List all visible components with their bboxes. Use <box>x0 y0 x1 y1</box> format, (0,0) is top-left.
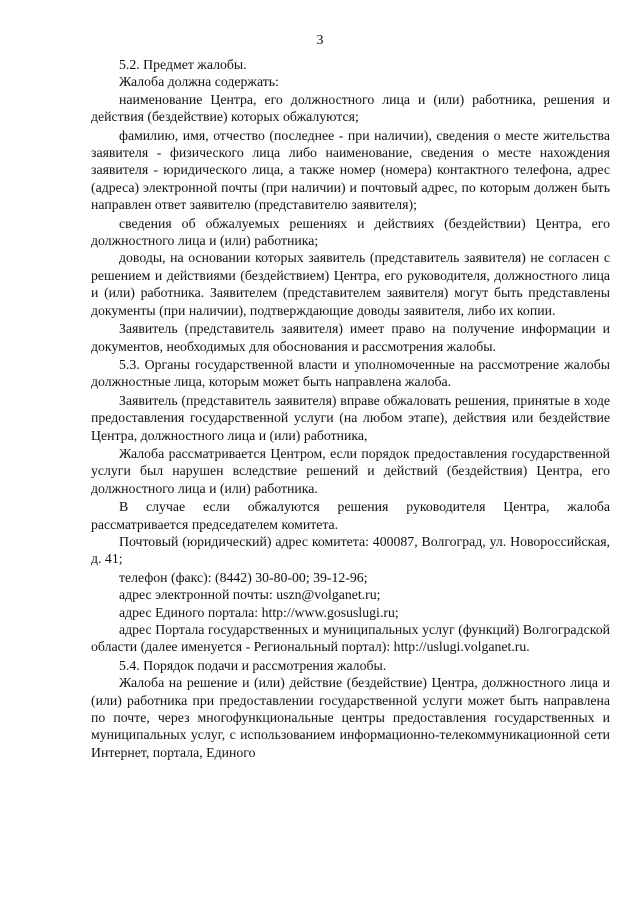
paragraph: Почтовый (юридический) адрес комитета: 400087, Волгоград, ул. Новороссийская, д. 41; <box>91 533 610 567</box>
paragraph: Заявитель (представитель заявителя) вправе обжаловать решения, принятые в ходе предоставления государственной услуги (на любом этапе), действия или бездействие Центра, должностного лица и (или) работника, <box>91 392 610 443</box>
paragraph: Заявитель (представитель заявителя) имеет право на получение информации и документов, необходимых для обоснования и рассмотрения жалобы. <box>91 321 610 354</box>
paragraph: адрес Единого портала: http://www.gosuslugi.ru; <box>119 604 399 620</box>
paragraph: адрес Портала государственных и муниципальных услуг (функций) Волгоградской области (далее именуется - Региональный портал): http://uslugi.volganet.ru. <box>91 622 610 655</box>
paragraph: телефон (факс): (8442) 30-80-00; 39-12-96; <box>119 569 368 585</box>
paragraph: доводы, на основании которых заявитель (представитель заявителя) не согласен с решением и действиями (бездействием) Центра, его руководителя, должностного лица и (или) работника. Заявителем (представителем заявителя) могут быть представлены документы (при наличии), подтверждающие доводы заявителя, либо их копии. <box>91 250 610 318</box>
paragraph: 5.4. Порядок подачи и рассмотрения жалобы. <box>119 657 387 673</box>
page-number: 3 <box>316 33 324 48</box>
paragraph: фамилию, имя, отчество (последнее - при наличии), сведения о месте жительства заявителя - физического лица либо наименование, сведения о месте нахождения заявителя - юридического лица, а также номер (номера) контактного телефона, адрес (адреса) электронной почты (при наличии) и почтовый адрес, по которым должен быть направлен ответ заявителю (представителю заявителя); <box>91 127 610 213</box>
paragraph: Жалоба на решение и (или) действие (бездействие) Центра, должностного лица и (или) работника при предоставлении государственной услуги может быть направлена по почте, через многофункциональные центры предоставления государственных и муниципальных услуг, с использованием информационно-телекоммуникационной сети Интернет, портала, Единого <box>91 675 610 760</box>
paragraph: В случае если обжалуются решения руководителя Центра, жалоба рассматривается председателем комитета. <box>91 499 610 532</box>
paragraph: 5.3. Органы государственной власти и уполномоченные на рассмотрение жалобы должностные лица, которым может быть направлена жалоба. <box>91 356 610 390</box>
paragraph: адрес электронной почты: uszn@volganet.ru; <box>119 587 381 603</box>
paragraph: наименование Центра, его должностного лица и (или) работника, решения и действия (бездействие) которых обжалуются; <box>91 91 610 125</box>
paragraph: Жалоба рассматривается Центром, если порядок предоставления государственной услуги был нарушен вследствие решений и действий (бездействия) Центра, его должностного лица и (или) работника. <box>91 445 610 496</box>
paragraph: сведения об обжалуемых решениях и действиях (бездействии) Центра, его должностного лица и (или) работника; <box>91 215 610 249</box>
paragraph: Жалоба должна содержать: <box>119 74 279 90</box>
paragraph: 5.2. Предмет жалобы. <box>119 57 247 72</box>
document-body <box>91 56 610 761</box>
